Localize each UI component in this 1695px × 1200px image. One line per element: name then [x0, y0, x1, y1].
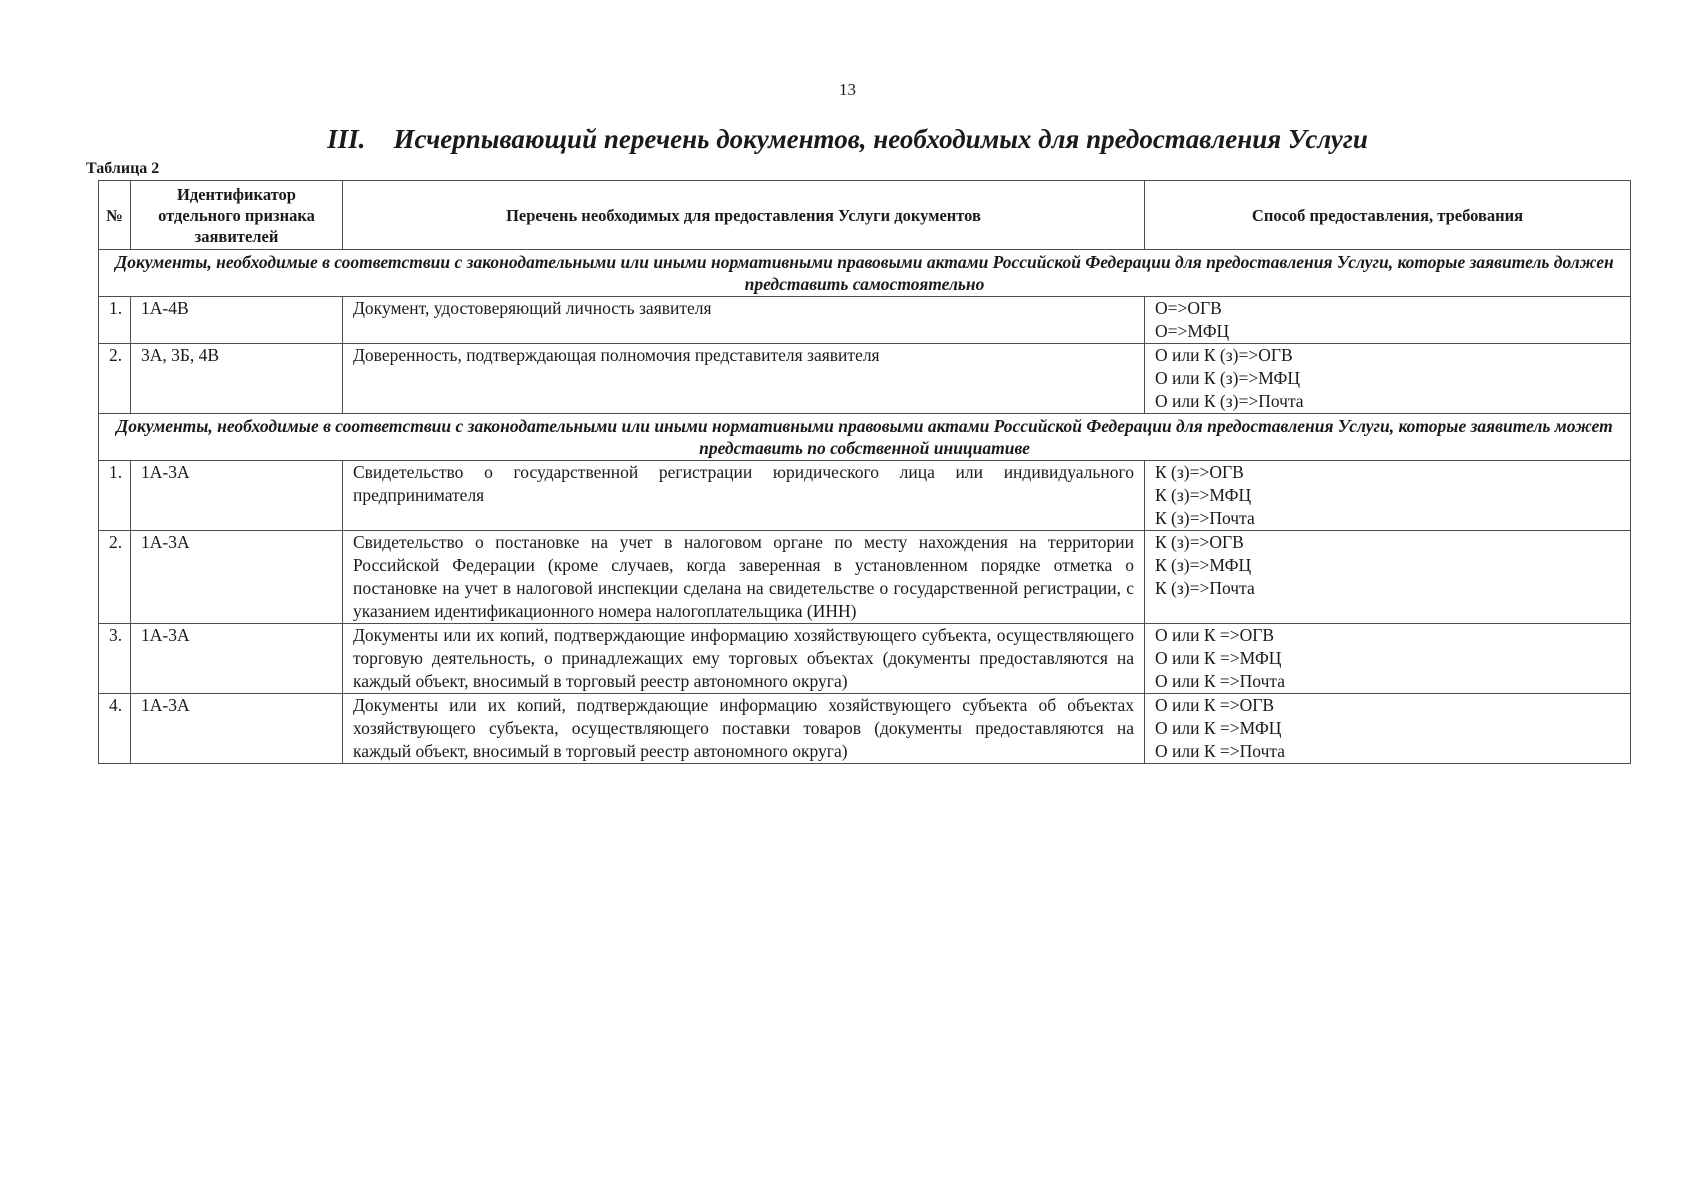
row-methods	[1145, 694, 1631, 764]
row-number: 1.	[99, 461, 131, 531]
table-row	[99, 531, 1631, 624]
method-line: К (з)=>МФЦ	[1155, 485, 1252, 505]
method-line: К (з)=>МФЦ	[1155, 555, 1252, 575]
method-line: О или К =>ОГВ	[1155, 695, 1275, 715]
row-methods	[1145, 461, 1631, 531]
row-identifier: 3А, 3Б, 4В	[131, 344, 343, 414]
row-document: Свидетельство о государственной регистрации юридического лица или индивидуального предпринимателя	[343, 461, 1145, 531]
header-method: Способ предоставления, требования	[1145, 181, 1631, 250]
section-numeral: III.	[327, 124, 366, 154]
table-row	[99, 297, 1631, 344]
method-line: К (з)=>ОГВ	[1155, 462, 1244, 482]
row-document: Свидетельство о постановке на учет в налоговом органе по месту нахождения на территории Российской Федерации (кроме случаев, когда заверенная в установленном порядке отметка о постановке на учет в налоговой инспекции сделана на свидетельстве о государственной регистрации, с указанием идентификационного номера налогоплательщика (ИНН)	[343, 531, 1145, 624]
table-row	[99, 624, 1631, 694]
row-document: Доверенность, подтверждающая полномочия представителя заявителя	[343, 344, 1145, 414]
method-line: О=>МФЦ	[1155, 321, 1230, 341]
section-title	[0, 124, 1695, 155]
header-identifier: Идентификатор отдельного признака заявителей	[131, 181, 343, 250]
documents-table	[98, 180, 1631, 764]
page-number: 13	[839, 80, 856, 99]
row-identifier: 1А-4В	[131, 297, 343, 344]
row-methods	[1145, 624, 1631, 694]
row-identifier: 1А-3А	[131, 694, 343, 764]
method-line: О или К (з)=>Почта	[1155, 391, 1304, 411]
method-line: О или К =>Почта	[1155, 741, 1286, 761]
table-caption: Таблица 2	[86, 160, 160, 177]
row-methods	[1145, 531, 1631, 624]
group-title-row	[99, 414, 1631, 461]
row-number: 2.	[99, 531, 131, 624]
row-document: Документы или их копий, подтверждающие информацию хозяйствующего субъекта об объектах хозяйствующего субъекта, осуществляющего поставки товаров (документы предоставляются на каждый объект, вносимый в торговый реестр автономного округа)	[343, 694, 1145, 764]
header-num: №	[99, 181, 131, 250]
method-line: К (з)=>Почта	[1155, 578, 1255, 598]
row-number: 3.	[99, 624, 131, 694]
method-line: О или К (з)=>ОГВ	[1155, 345, 1293, 365]
group-title-row	[99, 250, 1631, 297]
header-documents: Перечень необходимых для предоставления Услуги документов	[343, 181, 1145, 250]
row-document: Документы или их копий, подтверждающие информацию хозяйствующего субъекта, осуществляющего торговую деятельность, о принадлежащих ему торговых объектах (документы предоставляются на каждый объект, вносимый в торговый реестр автономного округа)	[343, 624, 1145, 694]
method-line: К (з)=>Почта	[1155, 508, 1255, 528]
method-line: О или К (з)=>МФЦ	[1155, 368, 1300, 388]
method-line: К (з)=>ОГВ	[1155, 532, 1244, 552]
row-methods	[1145, 344, 1631, 414]
row-identifier: 1А-3А	[131, 624, 343, 694]
table-row	[99, 694, 1631, 764]
table-row	[99, 344, 1631, 414]
group-title: Документы, необходимые в соответствии с законодательными или иными нормативными правовыми актами Российской Федерации для предоставления Услуги, которые заявитель должен представить самостоятельно	[99, 250, 1631, 297]
method-line: О или К =>МФЦ	[1155, 718, 1282, 738]
method-line: О=>ОГВ	[1155, 298, 1222, 318]
row-number: 1.	[99, 297, 131, 344]
section-title-text: Исчерпывающий перечень документов, необходимых для предоставления Услуги	[393, 124, 1368, 154]
method-line: О или К =>Почта	[1155, 671, 1286, 691]
group-title: Документы, необходимые в соответствии с законодательными или иными нормативными правовыми актами Российской Федерации для предоставления Услуги, которые заявитель может представить по собственной инициативе	[99, 414, 1631, 461]
row-identifier: 1А-3А	[131, 531, 343, 624]
row-number: 4.	[99, 694, 131, 764]
method-line: О или К =>ОГВ	[1155, 625, 1275, 645]
method-line: О или К =>МФЦ	[1155, 648, 1282, 668]
row-document: Документ, удостоверяющий личность заявителя	[343, 297, 1145, 344]
row-number: 2.	[99, 344, 131, 414]
row-methods	[1145, 297, 1631, 344]
table-row	[99, 461, 1631, 531]
row-identifier: 1А-3А	[131, 461, 343, 531]
table-header-row	[99, 181, 1631, 250]
